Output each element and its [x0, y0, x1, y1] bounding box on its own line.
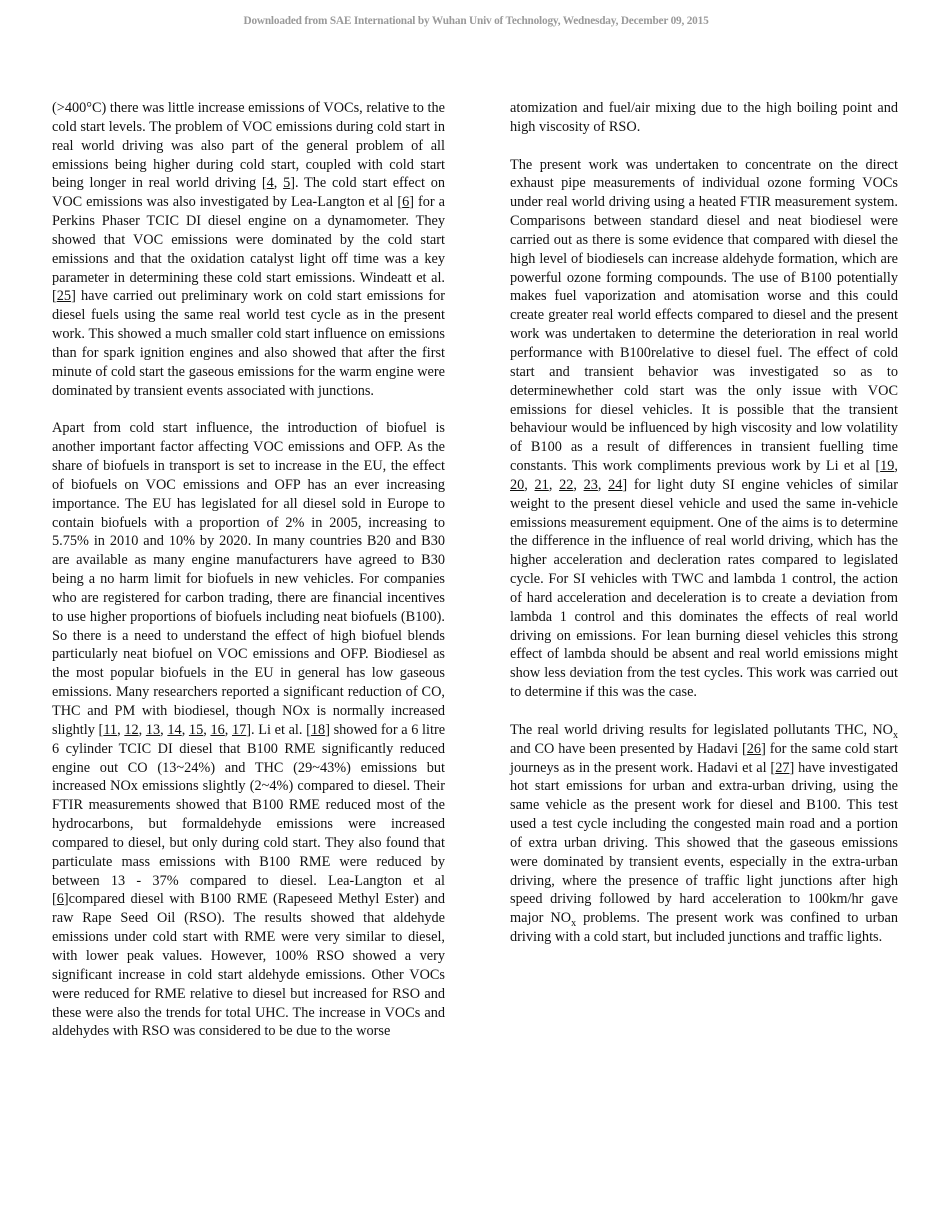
paragraph-text: ,: [138, 721, 146, 738]
citation-link[interactable]: 13: [145, 721, 161, 738]
subscript: x: [893, 729, 898, 741]
paragraph-text: ,: [273, 175, 284, 192]
citation-link[interactable]: 25: [56, 288, 72, 305]
citation-link[interactable]: 26: [746, 740, 762, 757]
paragraph-text: problems. The present work was confined to urban driving with a cold start, but included junctions and traffic lights.: [510, 910, 898, 946]
paragraph-text: ] for light duty SI engine vehicles of similar weight to the present diesel vehicle and used the same in-vehicle emissions measurement equipment. One of the aims is to determine the difference in the influence of real world driving, which has the higher acceleration and decleration rates compared to legislated cycle. For SI vehicles with TWC and lambda 1 control, the action of hard acceleration and deceleration is to create a deviation from lambda 1 control and this dominates the effects of real world driving on emissions. For lean burning diesel vehicles this strong effect of lambda should be absent and real world emissions might show less deviation from the test cycles. This work was carried out to determine if this was the case.: [510, 476, 898, 701]
citation-link[interactable]: 17: [231, 721, 247, 738]
paragraph: [510, 721, 898, 947]
citation-link[interactable]: 14: [167, 721, 182, 738]
citation-link[interactable]: 24: [608, 476, 623, 493]
paragraph-text: ,: [224, 721, 232, 738]
paragraph-text: ] for the same cold start journeys as in the present work. Hadavi et al [: [510, 740, 898, 776]
paragraph-text: ,: [524, 476, 535, 493]
citation-link[interactable]: 16: [210, 721, 225, 738]
right-column: [510, 99, 898, 966]
paragraph-text: ,: [597, 476, 609, 493]
paragraph-text: atomization and fuel/air mixing due to the high boiling point and high viscosity of RSO.: [510, 100, 898, 135]
paragraph-text: ]compared diesel with B100 RME (Rapeseed Methyl Ester) and raw Rape Seed Oil (RSO). The results showed that aldehyde emissions under cold start with RME were very similar to diesel, with lower peak values. However, 100% RSO showed a very significant increase in cold start aldehyde emissions. Other VOCs were reduced for RME relative to diesel but increased for RSO and these were also the trends for total UHC. The increase in VOCs and aldehydes with RSO was considered to be due to the worse: [52, 891, 445, 1040]
citation-link[interactable]: 4: [266, 175, 274, 192]
citation-link[interactable]: 6: [56, 891, 64, 908]
citation-link[interactable]: 27: [775, 759, 790, 776]
left-column: [52, 99, 445, 1060]
citation-link[interactable]: 15: [188, 721, 204, 738]
paragraph-text: The real world driving results for legislated pollutants THC, NO: [510, 721, 893, 738]
paragraph-text: The present work was undertaken to concentrate on the direct exhaust pipe measurements of individual ozone forming VOCs under real world driving using a heated FTIR measurement system. Comparisons between standard diesel and neat biodiesel were carried out as there is some evidence that compared with diesel the high level of biodiesels can increase aldehyde formation, which are powerful ozone forming compounds. The use of B100 potentially makes fuel vaporization and atomisation worse and this could create greater real world effects compared to diesel and the present work was undertaken to determine the deterioration in real world performance with B100relative to diesel fuel. The effect of cold start and transient behavior was investigated so as to determinewhether cold start was the only issue with VOC emissions for diesel vehicles. It is possible that the transient behaviour would be influenced by high viscosity and low volatility of B100 as a result of differences in transient fuelling time constants. This work compliments previous work by Li et al [: [510, 156, 898, 475]
paragraph: [510, 156, 898, 702]
download-header: Downloaded from SAE International by Wuhan Univ of Technology, Wednesday, December 09, 2015: [243, 15, 709, 27]
paragraph-text: ,: [894, 458, 898, 475]
paragraph-text: Apart from cold start influence, the introduction of biofuel is another important factor affecting VOC emissions and OFP. As the share of biofuels in transport is set to increase in the EU, the effect of biofuels on VOC emissions and OFP has an ever increasing importance. The EU has legislated for all diesel sold in Europe to contain biofuels with a proportion of 2% in 2005, increasing to 5.75% in 2010 and 10% by 2020. In many countries B20 and B30 are available as many engine manufacturers have agreed to B30 being a no harm limit for biofuels in new vehicles. For companies who are registered for carbon trading, there are financial incentives to use higher proportions of biofuels including neat biofuels (B100). So there is a need to understand the effect of high biofuel blends particularly neat biofuel on VOC emissions and OFP. Biodiesel as the most popular biofuels in the EU in general has low gaseous emissions. Many researchers reported a significant reduction of CO, THC and PM with biodiesel, though NOx is normally increased slightly [: [52, 420, 445, 738]
citation-link[interactable]: 5: [283, 175, 291, 192]
paragraph-text: ,: [203, 721, 211, 738]
paragraph-text: ]. Li et al. [: [246, 721, 311, 738]
paragraph: [510, 99, 898, 137]
paragraph-text: ,: [548, 476, 560, 493]
citation-link[interactable]: 22: [559, 476, 574, 493]
paragraph-text: ] for a Perkins Phaser TCIC DI diesel engine on a dynamometer. They showed that VOC emissions were dominated by the cold start emissions and that the oxidation catalyst light off time was a key parameter in determining these cold start emissions. Windeatt et al. [: [52, 194, 446, 305]
paragraph-text: ]. The cold start effect on VOC emissions was also investigated by Lea-Langton et al [: [52, 175, 445, 211]
subscript: x: [571, 918, 577, 930]
citation-link[interactable]: 19: [880, 458, 895, 475]
paragraph-text: (>400°C) there was little increase emissions of VOCs, relative to the cold start levels. The problem of VOC emissions during cold start in real world driving was also part of the general problem of all emissions being higher during cold start, coupled with cold start being longer in real world driving [: [52, 100, 445, 192]
citation-link[interactable]: 18: [310, 721, 326, 738]
paragraph: [52, 99, 445, 401]
citation-link[interactable]: 12: [124, 721, 139, 738]
citation-link[interactable]: 6: [402, 194, 410, 211]
paragraph-text: ] have investigated hot start emissions for urban and extra-urban driving, using the same vehicle as the present work for diesel and B100. This test used a test cycle including the congested main road and a portion of extra urban driving. This showed that the gaseous emissions were dominated by transient events, especially in the extra-urban driving, where the presence of traffic light junctions after high speed driving followed by hard acceleration to 100km/hr gave major NO: [510, 759, 899, 927]
citation-link[interactable]: 20: [510, 476, 525, 493]
paragraph-text: and CO have been presented by Hadavi [: [510, 740, 747, 757]
citation-link[interactable]: 11: [103, 721, 118, 738]
citation-link[interactable]: 23: [583, 476, 598, 493]
paragraph-text: ] showed for a 6 litre 6 cylinder TCIC DI diesel that B100 RME significantly reduced engine out CO (13~24%) and THC (29~43%) emissions but increased NOx emissions slightly (2~4%) compared to diesel. Their FTIR measurements showed that B100 RME reduced most of the hydrocarbons, but formaldehyde emissions were increased compared to diesel, but only during cold start. They also found that particulate mass emissions with B100 RME were reduced by between 13 - 37% compared to diesel. Lea-Langton et al [: [52, 721, 446, 908]
paragraph-text: ,: [573, 476, 584, 493]
paragraph: [52, 419, 445, 1041]
paragraph-text: ,: [181, 721, 189, 738]
paragraph-text: ,: [117, 721, 125, 738]
citation-link[interactable]: 21: [534, 476, 549, 493]
paragraph-text: ,: [160, 721, 168, 738]
paragraph-text: ] have carried out preliminary work on cold start emissions for diesel fuels using the same real world test cycle as in the present work. This showed a much smaller cold start influence on emissions than for spark ignition engines and also showed that after the first minute of cold start the gaseous emissions for the warm engine were dominated by transient events associated with junctions.: [52, 288, 445, 399]
